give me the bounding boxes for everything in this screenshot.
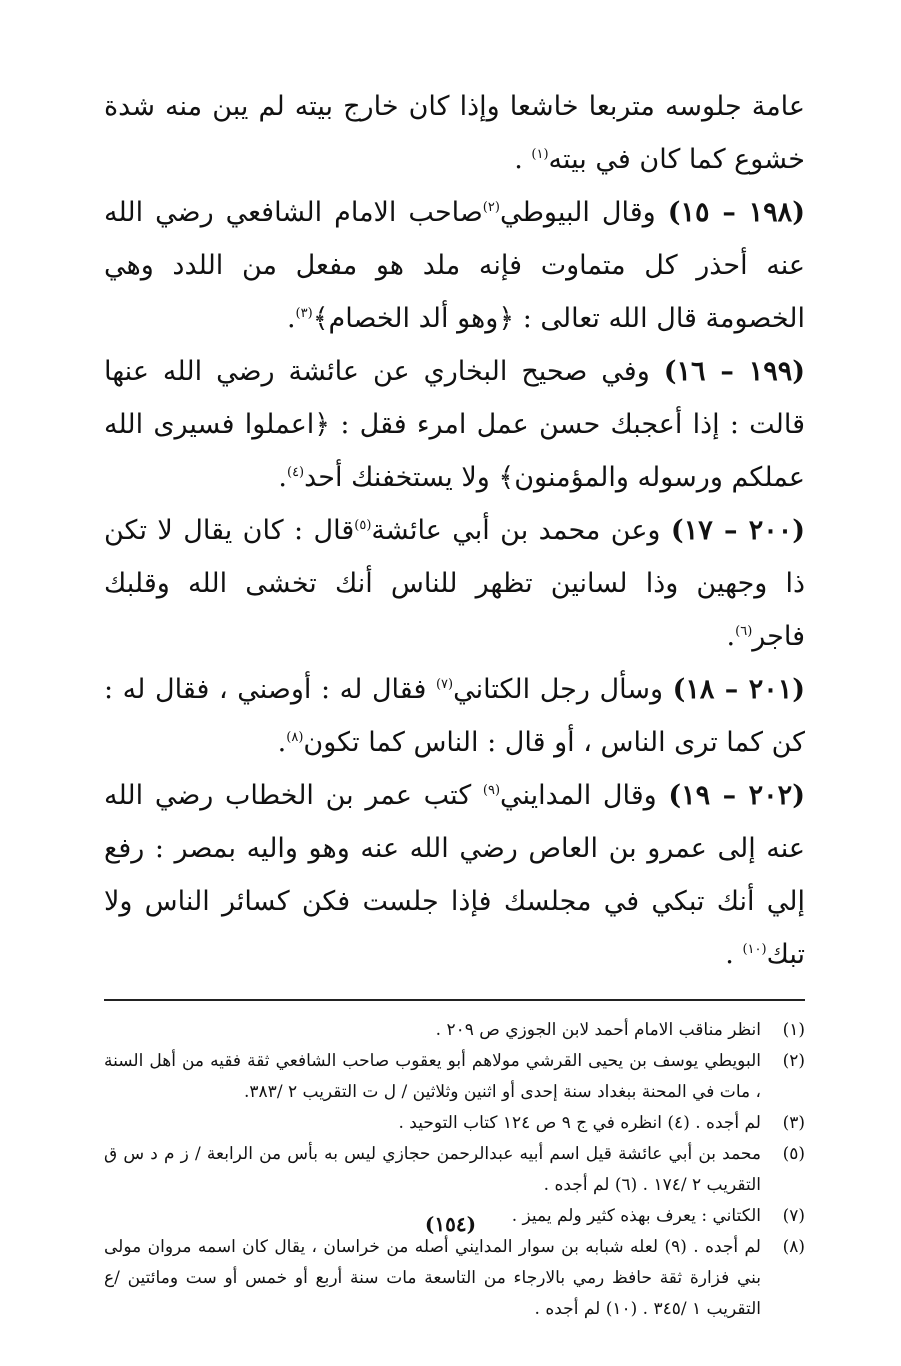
paragraph-text: . — [278, 462, 287, 493]
paragraph-201 — [104, 663, 805, 769]
paragraph-text: وقال البيوطي — [499, 197, 656, 228]
footnote-ref: (٨) — [286, 730, 304, 745]
entry-number: (١٩٨ – ١٥) — [667, 197, 805, 228]
paragraph-text: قال : كان يقال لا تكن ذا وجهين وذا لسانين تظهر للناس أنك تخشى الله وقلبك فاجر — [104, 515, 805, 652]
paragraph-text: وسأل رجل الكتاني — [453, 674, 663, 705]
paragraph-text: كتب عمر بن الخطاب رضي الله عنه إلى عمرو بن العاص رضي الله عنه وهو واليه بمصر : رفع إلي أنك تبكي في مجلسك فإذا جلست فكن كسائر الناس ولا تبك — [104, 780, 805, 970]
footnote-text: محمد بن أبي عائشة قيل اسم أبيه عبدالرحمن حجازي ليس به بأس من الرابعة / ز م د س ق التقريب ٢ /١٧٤ . (٦) لم أجده . — [104, 1144, 761, 1195]
paragraph-202 — [104, 769, 805, 981]
paragraph-text: . — [726, 621, 736, 652]
entry-number: (١٩٩ – ١٦) — [663, 356, 805, 387]
paragraph-text: وفي صحيح البخاري عن عائشة رضي الله عنها قالت : إذا أعجبك حسن عمل امرء فقل : ﴿اعملوا فسيرى الله عملكم ورسوله والمؤمنون﴾ ولا يستخفنك أحد — [104, 356, 805, 493]
footnote-divider — [104, 999, 805, 1001]
entry-number: (٢٠١ – ١٨) — [672, 674, 805, 705]
footnote-item — [104, 1046, 805, 1108]
footnote-ref: (٦) — [735, 624, 753, 639]
main-text — [104, 80, 805, 981]
paragraph-text: عامة جلوسه متربعا خاشعا وإذا كان خارج بيته لم يبن منه شدة خشوع كما كان في بيته — [104, 91, 805, 175]
footnote-text: لم أجده . (٩) لعله شبابه بن سوار المدايني أصله من خراسان ، يقال كان اسمه مروان مولى بني فزارة ثقة حافظ رمي بالارجاء من التاسعة مات سنة أربع أو خمس أو ست ومائتين /ع التقريب ١ /٣٤٥ . (١٠) لم أجده . — [104, 1237, 761, 1319]
footnote-ref: (٣) — [295, 306, 313, 321]
footnote-text: لم أجده . (٤) انظره في ج ٩ ص ١٢٤ كتاب التوحيد . — [398, 1113, 761, 1133]
footnote-item — [104, 1108, 805, 1139]
footnote-label: (٢) — [782, 1051, 805, 1071]
paragraph-text: وقال المدايني — [500, 780, 657, 811]
footnote-text: انظر مناقب الامام أحمد لابن الجوزي ص ٢٠٩ . — [435, 1020, 761, 1040]
paragraph-text: . — [514, 144, 523, 175]
paragraph-text: . — [286, 303, 296, 334]
footnote-item — [104, 1139, 805, 1201]
footnote-ref: (٤) — [286, 465, 305, 480]
footnote-ref: (٧) — [435, 677, 454, 692]
paragraph-text: وعن محمد بن أبي عائشة — [371, 515, 661, 546]
paragraph-1 — [104, 80, 805, 186]
entry-number: (٢٠٢ – ١٩) — [668, 780, 805, 811]
footnote-label: (٧) — [782, 1206, 805, 1226]
footnote-ref: (٢) — [482, 200, 500, 215]
footnote-label: (٣) — [782, 1113, 805, 1133]
footnote-item — [104, 1232, 805, 1325]
footnote-text: الكتاني : يعرف بهذه كثير ولم يميز . — [511, 1206, 761, 1226]
footnote-item — [104, 1015, 805, 1046]
footnote-text: البويطي يوسف بن يحيى القرشي مولاهم أبو يعقوب صاحب الشافعي ثقة فقيه من أهل السنة ، مات في المحنة ببغداد سنة إحدى أو اثنين وثلاثين / ل ت التقريب ٢ /٣٨٣. — [104, 1051, 761, 1102]
entry-number: (٢٠٠ – ١٧) — [670, 515, 805, 546]
paragraph-200 — [104, 504, 805, 663]
paragraph-text: . — [725, 939, 734, 970]
footnote-ref: (١) — [531, 147, 549, 162]
footnote-label: (٥) — [782, 1144, 805, 1164]
page-number: (١٥٤) — [424, 1212, 477, 1236]
footnote-label: (١) — [782, 1020, 805, 1040]
paragraph-199 — [104, 345, 805, 504]
paragraph-text: فقال له : أوصني ، فقال له : كن كما ترى الناس ، أو قال : الناس كما تكون — [104, 674, 805, 758]
footnote-ref: (٩) — [482, 783, 501, 798]
footnotes — [104, 1015, 805, 1325]
footnote-ref: (٥) — [354, 518, 372, 533]
footnote-ref: (١٠) — [742, 942, 767, 957]
page-body — [104, 80, 805, 1325]
paragraph-text: . — [277, 727, 287, 758]
paragraph-198 — [104, 186, 805, 345]
footnote-label: (٨) — [782, 1237, 805, 1257]
paragraph-text: صاحب الامام الشافعي رضي الله عنه أحذر كل متماوت فإنه ملد هو مفعل من اللدد وهي الخصومة قال الله تعالى : ﴿وهو ألد الخصام﴾ — [104, 197, 805, 334]
